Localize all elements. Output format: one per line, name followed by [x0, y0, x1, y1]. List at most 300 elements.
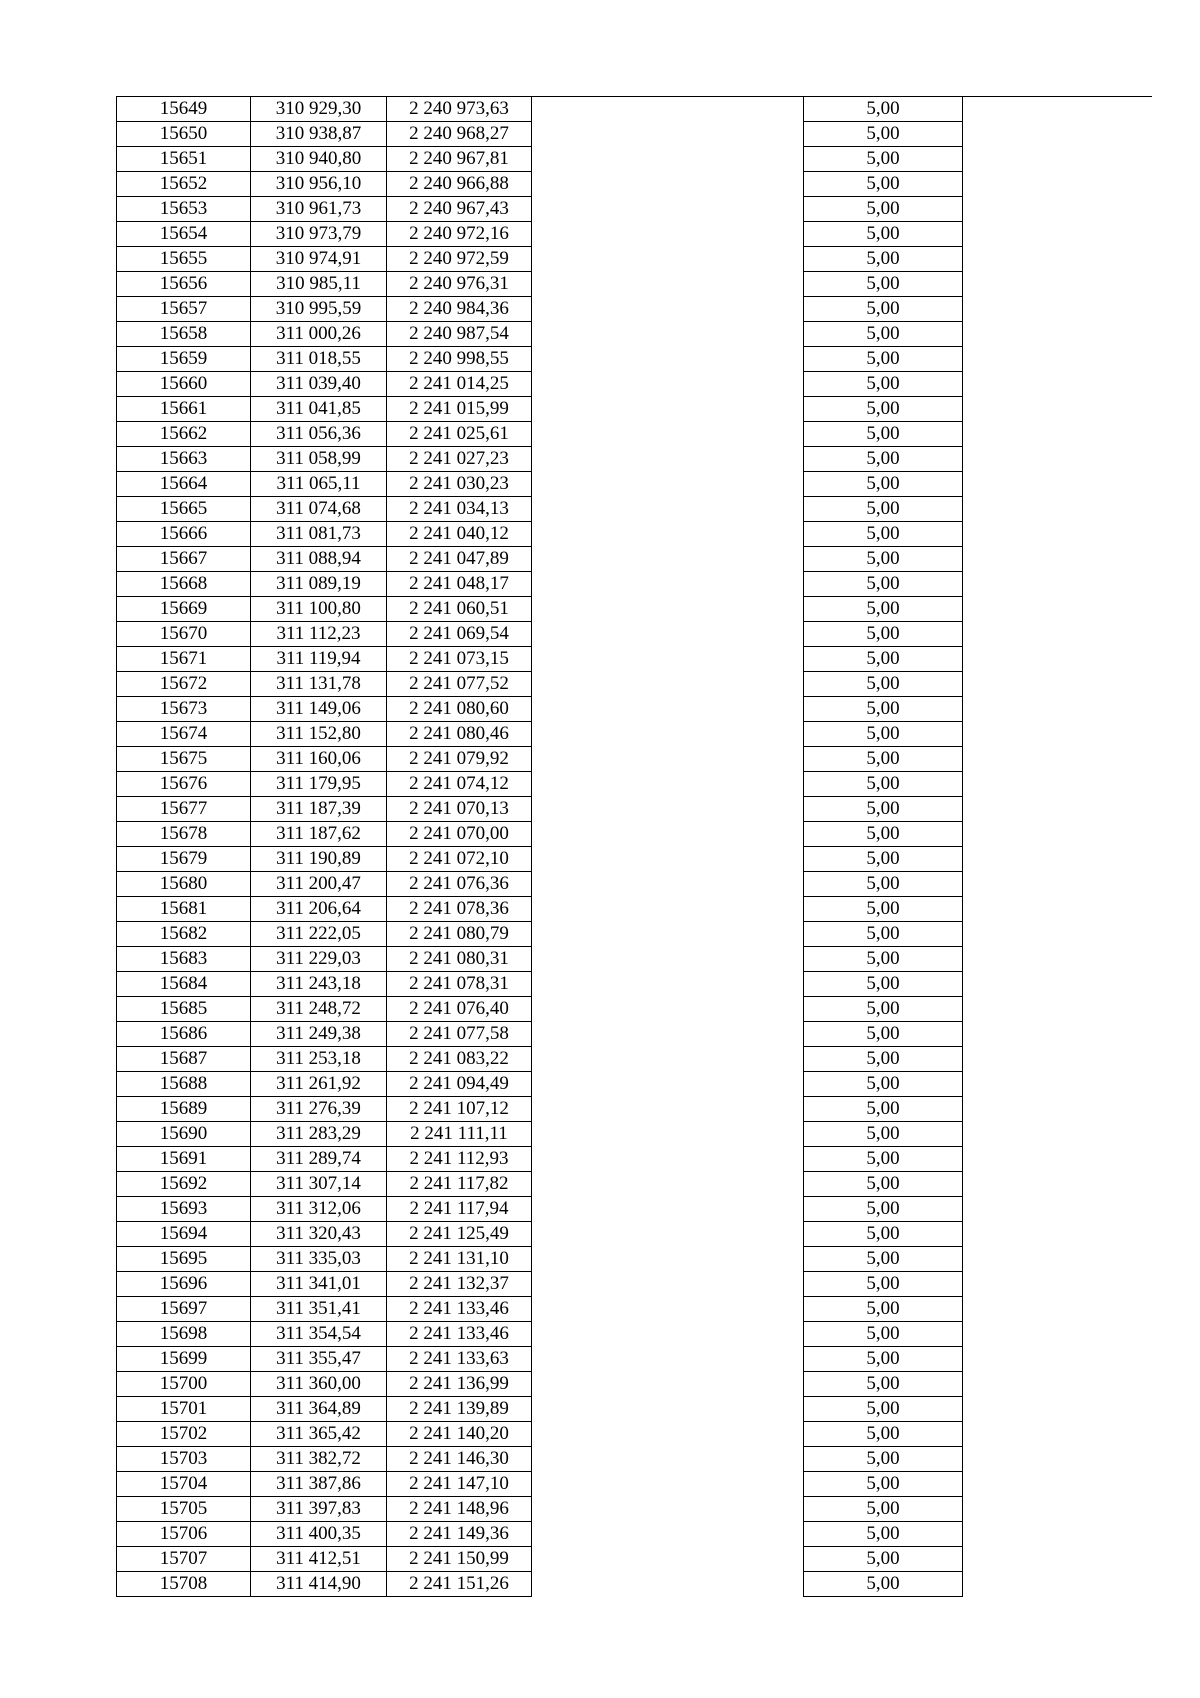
- x-coordinate-cell: 311 206,64: [251, 897, 387, 922]
- empty-cell: [963, 1197, 1153, 1222]
- empty-cell: [963, 397, 1153, 422]
- accuracy-cell: 5,00: [804, 197, 963, 222]
- empty-cell: [963, 547, 1153, 572]
- y-coordinate-cell: 2 241 070,13: [387, 797, 532, 822]
- accuracy-cell: 5,00: [804, 222, 963, 247]
- y-coordinate-cell: 2 241 133,63: [387, 1347, 532, 1372]
- accuracy-cell: 5,00: [804, 772, 963, 797]
- empty-cell: [532, 847, 804, 872]
- x-coordinate-cell: 311 354,54: [251, 1322, 387, 1347]
- empty-cell: [532, 297, 804, 322]
- empty-cell: [963, 1247, 1153, 1272]
- y-coordinate-cell: 2 240 966,88: [387, 172, 532, 197]
- table-row: [117, 747, 1153, 772]
- y-coordinate-cell: 2 241 140,20: [387, 1422, 532, 1447]
- table-row: [117, 1372, 1153, 1397]
- point-number-cell: 15693: [117, 1197, 251, 1222]
- table-row: [117, 222, 1153, 247]
- empty-cell: [963, 222, 1153, 247]
- point-number-cell: 15699: [117, 1347, 251, 1372]
- table-row: [117, 297, 1153, 322]
- empty-cell: [963, 1372, 1153, 1397]
- empty-cell: [963, 1047, 1153, 1072]
- empty-cell: [532, 197, 804, 222]
- empty-cell: [532, 1397, 804, 1422]
- point-number-cell: 15665: [117, 497, 251, 522]
- table-row: [117, 1222, 1153, 1247]
- point-number-cell: 15660: [117, 372, 251, 397]
- empty-cell: [532, 997, 804, 1022]
- x-coordinate-cell: 310 940,80: [251, 147, 387, 172]
- empty-cell: [963, 672, 1153, 697]
- empty-cell: [532, 747, 804, 772]
- accuracy-cell: 5,00: [804, 1547, 963, 1572]
- accuracy-cell: 5,00: [804, 147, 963, 172]
- table-row: [117, 1422, 1153, 1447]
- empty-cell: [532, 422, 804, 447]
- empty-cell: [963, 447, 1153, 472]
- table-row: [117, 1297, 1153, 1322]
- empty-cell: [963, 1572, 1153, 1597]
- point-number-cell: 15685: [117, 997, 251, 1022]
- x-coordinate-cell: 310 995,59: [251, 297, 387, 322]
- accuracy-cell: 5,00: [804, 1022, 963, 1047]
- y-coordinate-cell: 2 240 984,36: [387, 297, 532, 322]
- table-row: [117, 197, 1153, 222]
- y-coordinate-cell: 2 241 133,46: [387, 1322, 532, 1347]
- table-row: [117, 647, 1153, 672]
- y-coordinate-cell: 2 241 078,31: [387, 972, 532, 997]
- y-coordinate-cell: 2 241 078,36: [387, 897, 532, 922]
- x-coordinate-cell: 311 081,73: [251, 522, 387, 547]
- y-coordinate-cell: 2 241 076,36: [387, 872, 532, 897]
- x-coordinate-cell: 311 149,06: [251, 697, 387, 722]
- empty-cell: [532, 722, 804, 747]
- x-coordinate-cell: 311 365,42: [251, 1422, 387, 1447]
- empty-cell: [963, 1447, 1153, 1472]
- table-row: [117, 272, 1153, 297]
- table-row: [117, 97, 1153, 122]
- point-number-cell: 15705: [117, 1497, 251, 1522]
- x-coordinate-cell: 310 973,79: [251, 222, 387, 247]
- accuracy-cell: 5,00: [804, 1272, 963, 1297]
- empty-cell: [532, 1147, 804, 1172]
- empty-cell: [963, 1222, 1153, 1247]
- point-number-cell: 15651: [117, 147, 251, 172]
- accuracy-cell: 5,00: [804, 922, 963, 947]
- empty-cell: [963, 647, 1153, 672]
- x-coordinate-cell: 311 179,95: [251, 772, 387, 797]
- empty-cell: [963, 1122, 1153, 1147]
- y-coordinate-cell: 2 241 094,49: [387, 1072, 532, 1097]
- table-body: [117, 97, 1153, 1597]
- y-coordinate-cell: 2 241 080,60: [387, 697, 532, 722]
- accuracy-cell: 5,00: [804, 1197, 963, 1222]
- table-row: [117, 1547, 1153, 1572]
- empty-cell: [532, 647, 804, 672]
- accuracy-cell: 5,00: [804, 1147, 963, 1172]
- point-number-cell: 15696: [117, 1272, 251, 1297]
- point-number-cell: 15673: [117, 697, 251, 722]
- point-number-cell: 15678: [117, 822, 251, 847]
- empty-cell: [532, 1197, 804, 1222]
- empty-cell: [532, 1272, 804, 1297]
- table-row: [117, 1097, 1153, 1122]
- accuracy-cell: 5,00: [804, 422, 963, 447]
- table-row: [117, 472, 1153, 497]
- y-coordinate-cell: 2 241 149,36: [387, 1522, 532, 1547]
- table-row: [117, 1522, 1153, 1547]
- accuracy-cell: 5,00: [804, 1422, 963, 1447]
- empty-cell: [532, 822, 804, 847]
- accuracy-cell: 5,00: [804, 372, 963, 397]
- x-coordinate-cell: 310 938,87: [251, 122, 387, 147]
- x-coordinate-cell: 311 187,39: [251, 797, 387, 822]
- x-coordinate-cell: 311 397,83: [251, 1497, 387, 1522]
- x-coordinate-cell: 311 131,78: [251, 672, 387, 697]
- x-coordinate-cell: 311 041,85: [251, 397, 387, 422]
- table-row: [117, 1347, 1153, 1372]
- accuracy-cell: 5,00: [804, 947, 963, 972]
- accuracy-cell: 5,00: [804, 1397, 963, 1422]
- y-coordinate-cell: 2 241 072,10: [387, 847, 532, 872]
- empty-cell: [963, 1497, 1153, 1522]
- empty-cell: [532, 922, 804, 947]
- accuracy-cell: 5,00: [804, 297, 963, 322]
- accuracy-cell: 5,00: [804, 1447, 963, 1472]
- accuracy-cell: 5,00: [804, 872, 963, 897]
- point-number-cell: 15681: [117, 897, 251, 922]
- point-number-cell: 15657: [117, 297, 251, 322]
- x-coordinate-cell: 311 074,68: [251, 497, 387, 522]
- y-coordinate-cell: 2 241 080,79: [387, 922, 532, 947]
- empty-cell: [532, 1222, 804, 1247]
- table-row: [117, 322, 1153, 347]
- accuracy-cell: 5,00: [804, 447, 963, 472]
- x-coordinate-cell: 311 320,43: [251, 1222, 387, 1247]
- empty-cell: [532, 797, 804, 822]
- table-row: [117, 522, 1153, 547]
- point-number-cell: 15654: [117, 222, 251, 247]
- x-coordinate-cell: 311 312,06: [251, 1197, 387, 1222]
- x-coordinate-cell: 311 229,03: [251, 947, 387, 972]
- accuracy-cell: 5,00: [804, 1297, 963, 1322]
- empty-cell: [532, 1247, 804, 1272]
- point-number-cell: 15667: [117, 547, 251, 572]
- y-coordinate-cell: 2 241 147,10: [387, 1472, 532, 1497]
- empty-cell: [963, 1022, 1153, 1047]
- accuracy-cell: 5,00: [804, 597, 963, 622]
- table-row: [117, 922, 1153, 947]
- table-row: [117, 347, 1153, 372]
- x-coordinate-cell: 311 276,39: [251, 1097, 387, 1122]
- point-number-cell: 15689: [117, 1097, 251, 1122]
- empty-cell: [963, 297, 1153, 322]
- x-coordinate-cell: 311 160,06: [251, 747, 387, 772]
- empty-cell: [532, 572, 804, 597]
- x-coordinate-cell: 311 222,05: [251, 922, 387, 947]
- y-coordinate-cell: 2 241 074,12: [387, 772, 532, 797]
- accuracy-cell: 5,00: [804, 822, 963, 847]
- y-coordinate-cell: 2 241 014,25: [387, 372, 532, 397]
- empty-cell: [532, 1047, 804, 1072]
- accuracy-cell: 5,00: [804, 697, 963, 722]
- empty-cell: [963, 97, 1153, 122]
- accuracy-cell: 5,00: [804, 122, 963, 147]
- point-number-cell: 15692: [117, 1172, 251, 1197]
- x-coordinate-cell: 311 351,41: [251, 1297, 387, 1322]
- point-number-cell: 15677: [117, 797, 251, 822]
- empty-cell: [963, 472, 1153, 497]
- empty-cell: [532, 872, 804, 897]
- accuracy-cell: 5,00: [804, 722, 963, 747]
- accuracy-cell: 5,00: [804, 972, 963, 997]
- point-number-cell: 15658: [117, 322, 251, 347]
- table-row: [117, 1397, 1153, 1422]
- empty-cell: [963, 572, 1153, 597]
- table-row: [117, 772, 1153, 797]
- accuracy-cell: 5,00: [804, 1572, 963, 1597]
- empty-cell: [532, 147, 804, 172]
- empty-cell: [532, 122, 804, 147]
- point-number-cell: 15707: [117, 1547, 251, 1572]
- empty-cell: [532, 1072, 804, 1097]
- point-number-cell: 15697: [117, 1297, 251, 1322]
- table-row: [117, 447, 1153, 472]
- point-number-cell: 15687: [117, 1047, 251, 1072]
- accuracy-cell: 5,00: [804, 897, 963, 922]
- table-row: [117, 672, 1153, 697]
- empty-cell: [532, 972, 804, 997]
- empty-cell: [532, 497, 804, 522]
- table-row: [117, 1572, 1153, 1597]
- x-coordinate-cell: 311 089,19: [251, 572, 387, 597]
- table-row: [117, 997, 1153, 1022]
- point-number-cell: 15676: [117, 772, 251, 797]
- point-number-cell: 15702: [117, 1422, 251, 1447]
- empty-cell: [963, 1472, 1153, 1497]
- accuracy-cell: 5,00: [804, 1497, 963, 1522]
- x-coordinate-cell: 311 100,80: [251, 597, 387, 622]
- y-coordinate-cell: 2 241 025,61: [387, 422, 532, 447]
- table-row: [117, 697, 1153, 722]
- point-number-cell: 15664: [117, 472, 251, 497]
- point-number-cell: 15674: [117, 722, 251, 747]
- table-row: [117, 372, 1153, 397]
- x-coordinate-cell: 311 307,14: [251, 1172, 387, 1197]
- empty-cell: [532, 772, 804, 797]
- table-row: [117, 1322, 1153, 1347]
- point-number-cell: 15666: [117, 522, 251, 547]
- table-row: [117, 547, 1153, 572]
- point-number-cell: 15679: [117, 847, 251, 872]
- point-number-cell: 15659: [117, 347, 251, 372]
- empty-cell: [532, 1022, 804, 1047]
- y-coordinate-cell: 2 241 070,00: [387, 822, 532, 847]
- empty-cell: [963, 872, 1153, 897]
- x-coordinate-cell: 311 360,00: [251, 1372, 387, 1397]
- x-coordinate-cell: 311 065,11: [251, 472, 387, 497]
- table-row: [117, 1047, 1153, 1072]
- empty-cell: [963, 1547, 1153, 1572]
- empty-cell: [963, 1147, 1153, 1172]
- empty-cell: [532, 1497, 804, 1522]
- accuracy-cell: 5,00: [804, 572, 963, 597]
- empty-cell: [532, 247, 804, 272]
- empty-cell: [532, 322, 804, 347]
- point-number-cell: 15684: [117, 972, 251, 997]
- y-coordinate-cell: 2 241 076,40: [387, 997, 532, 1022]
- table-row: [117, 247, 1153, 272]
- y-coordinate-cell: 2 241 080,31: [387, 947, 532, 972]
- empty-cell: [532, 222, 804, 247]
- empty-cell: [963, 922, 1153, 947]
- empty-cell: [532, 622, 804, 647]
- table-row: [117, 847, 1153, 872]
- table-row: [117, 172, 1153, 197]
- point-number-cell: 15700: [117, 1372, 251, 1397]
- table-row: [117, 422, 1153, 447]
- table-row: [117, 122, 1153, 147]
- y-coordinate-cell: 2 241 080,46: [387, 722, 532, 747]
- empty-cell: [963, 1522, 1153, 1547]
- table-row: [117, 1022, 1153, 1047]
- empty-cell: [532, 1422, 804, 1447]
- accuracy-cell: 5,00: [804, 322, 963, 347]
- empty-cell: [532, 1172, 804, 1197]
- x-coordinate-cell: 311 119,94: [251, 647, 387, 672]
- empty-cell: [963, 847, 1153, 872]
- empty-cell: [963, 622, 1153, 647]
- x-coordinate-cell: 311 200,47: [251, 872, 387, 897]
- table-row: [117, 597, 1153, 622]
- point-number-cell: 15682: [117, 922, 251, 947]
- table-row: [117, 1247, 1153, 1272]
- accuracy-cell: 5,00: [804, 1472, 963, 1497]
- y-coordinate-cell: 2 241 150,99: [387, 1547, 532, 1572]
- accuracy-cell: 5,00: [804, 472, 963, 497]
- empty-cell: [963, 1097, 1153, 1122]
- point-number-cell: 15672: [117, 672, 251, 697]
- empty-cell: [963, 697, 1153, 722]
- empty-cell: [532, 1297, 804, 1322]
- point-number-cell: 15661: [117, 397, 251, 422]
- accuracy-cell: 5,00: [804, 1072, 963, 1097]
- empty-cell: [963, 747, 1153, 772]
- y-coordinate-cell: 2 241 069,54: [387, 622, 532, 647]
- y-coordinate-cell: 2 241 148,96: [387, 1497, 532, 1522]
- table-row: [117, 1197, 1153, 1222]
- empty-cell: [532, 697, 804, 722]
- point-number-cell: 15653: [117, 197, 251, 222]
- accuracy-cell: 5,00: [804, 522, 963, 547]
- coordinates-table: [116, 97, 1152, 1597]
- point-number-cell: 15650: [117, 122, 251, 147]
- y-coordinate-cell: 2 241 015,99: [387, 397, 532, 422]
- point-number-cell: 15708: [117, 1572, 251, 1597]
- x-coordinate-cell: 311 355,47: [251, 1347, 387, 1372]
- empty-cell: [963, 997, 1153, 1022]
- x-coordinate-cell: 311 088,94: [251, 547, 387, 572]
- table-row: [117, 1072, 1153, 1097]
- point-number-cell: 15690: [117, 1122, 251, 1147]
- accuracy-cell: 5,00: [804, 397, 963, 422]
- y-coordinate-cell: 2 240 967,81: [387, 147, 532, 172]
- empty-cell: [963, 1172, 1153, 1197]
- accuracy-cell: 5,00: [804, 1522, 963, 1547]
- x-coordinate-cell: 310 961,73: [251, 197, 387, 222]
- accuracy-cell: 5,00: [804, 847, 963, 872]
- empty-cell: [532, 1122, 804, 1147]
- y-coordinate-cell: 2 241 146,30: [387, 1447, 532, 1472]
- empty-cell: [963, 1397, 1153, 1422]
- point-number-cell: 15652: [117, 172, 251, 197]
- empty-cell: [532, 447, 804, 472]
- accuracy-cell: 5,00: [804, 997, 963, 1022]
- x-coordinate-cell: 311 152,80: [251, 722, 387, 747]
- x-coordinate-cell: 311 382,72: [251, 1447, 387, 1472]
- y-coordinate-cell: 2 241 040,12: [387, 522, 532, 547]
- table-row: [117, 822, 1153, 847]
- y-coordinate-cell: 2 241 112,93: [387, 1147, 532, 1172]
- accuracy-cell: 5,00: [804, 97, 963, 122]
- empty-cell: [963, 797, 1153, 822]
- y-coordinate-cell: 2 241 034,13: [387, 497, 532, 522]
- empty-cell: [963, 497, 1153, 522]
- y-coordinate-cell: 2 241 077,58: [387, 1022, 532, 1047]
- y-coordinate-cell: 2 241 117,82: [387, 1172, 532, 1197]
- empty-cell: [963, 1297, 1153, 1322]
- empty-cell: [963, 522, 1153, 547]
- point-number-cell: 15691: [117, 1147, 251, 1172]
- table-row: [117, 147, 1153, 172]
- point-number-cell: 15669: [117, 597, 251, 622]
- point-number-cell: 15670: [117, 622, 251, 647]
- table-row: [117, 1147, 1153, 1172]
- point-number-cell: 15655: [117, 247, 251, 272]
- x-coordinate-cell: 311 253,18: [251, 1047, 387, 1072]
- point-number-cell: 15683: [117, 947, 251, 972]
- y-coordinate-cell: 2 241 111,11: [387, 1122, 532, 1147]
- empty-cell: [532, 172, 804, 197]
- empty-cell: [963, 372, 1153, 397]
- accuracy-cell: 5,00: [804, 1372, 963, 1397]
- empty-cell: [532, 472, 804, 497]
- empty-cell: [532, 1472, 804, 1497]
- empty-cell: [963, 1272, 1153, 1297]
- empty-cell: [963, 422, 1153, 447]
- empty-cell: [532, 97, 804, 122]
- x-coordinate-cell: 311 018,55: [251, 347, 387, 372]
- x-coordinate-cell: 310 985,11: [251, 272, 387, 297]
- table-row: [117, 972, 1153, 997]
- empty-cell: [963, 272, 1153, 297]
- accuracy-cell: 5,00: [804, 647, 963, 672]
- x-coordinate-cell: 311 283,29: [251, 1122, 387, 1147]
- x-coordinate-cell: 311 335,03: [251, 1247, 387, 1272]
- y-coordinate-cell: 2 241 133,46: [387, 1297, 532, 1322]
- y-coordinate-cell: 2 241 117,94: [387, 1197, 532, 1222]
- empty-cell: [963, 822, 1153, 847]
- x-coordinate-cell: 310 974,91: [251, 247, 387, 272]
- point-number-cell: 15680: [117, 872, 251, 897]
- empty-cell: [532, 1322, 804, 1347]
- accuracy-cell: 5,00: [804, 672, 963, 697]
- y-coordinate-cell: 2 240 968,27: [387, 122, 532, 147]
- empty-cell: [963, 597, 1153, 622]
- y-coordinate-cell: 2 240 967,43: [387, 197, 532, 222]
- accuracy-cell: 5,00: [804, 1347, 963, 1372]
